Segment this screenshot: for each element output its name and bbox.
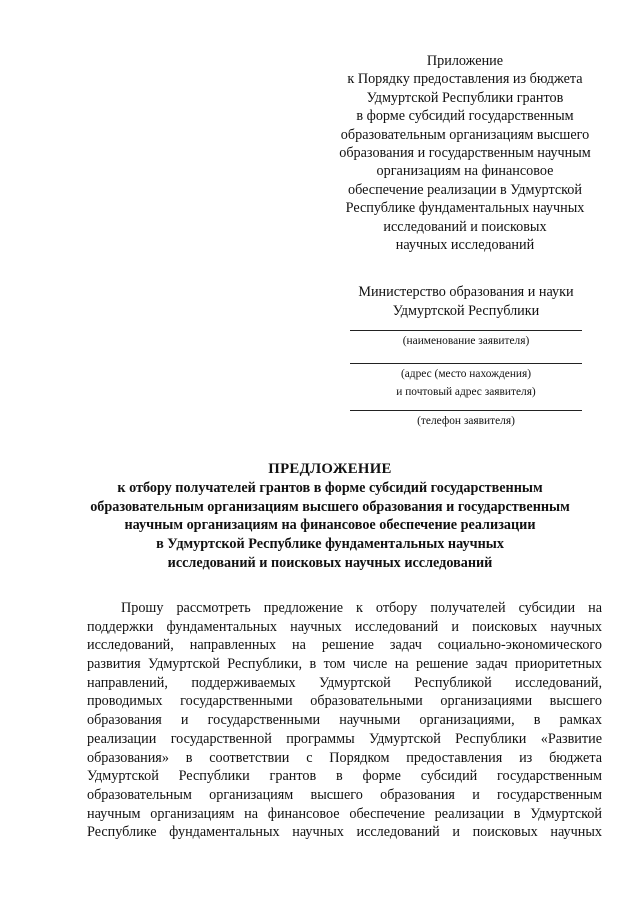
body-line: развития Удмуртской Республики, в том числе на решение задач приоритетных — [87, 656, 602, 673]
appendix-line: Приложение — [426, 53, 504, 69]
appendix-line: научных исследований — [395, 237, 535, 254]
body-line: образовательным организациям высшего образования и государственным — [87, 786, 602, 803]
body-line: образования и государственными научными организациями, в рамках — [87, 712, 602, 729]
body-line: Удмуртской Республики грантов в форме субсидий государственным — [87, 768, 602, 785]
body-line: исследований, направленных на решение задач социально-экономического — [87, 637, 602, 654]
body-line: проводимых государственными образовательными организациями высшего — [87, 693, 602, 710]
appendix-line: образования и государственным научным — [339, 145, 591, 162]
title-line: образовательным организациям высшего образования и государственным — [90, 498, 570, 515]
fill-line — [350, 410, 582, 411]
applicant-name-field — [348, 330, 584, 349]
body-line: поддержки фундаментальных научных исследований и поисковых научных — [87, 618, 602, 635]
body-paragraph — [87, 599, 602, 842]
appendix-line: образовательным организациям высшего — [340, 126, 590, 143]
title-line: к отбору получателей грантов в форме субсидий государственным — [117, 479, 543, 496]
appendix-line: организациям на финансовое — [376, 163, 554, 180]
applicant-address-field — [348, 363, 584, 399]
title-line: в Удмуртской Республике фундаментальных научных — [156, 536, 504, 553]
document-title — [60, 460, 600, 573]
recipient-line: Удмуртской Республики — [392, 302, 540, 319]
appendix-line: Удмуртской Республики грантов — [366, 89, 564, 106]
title-line: исследований и поисковых научных исследований — [167, 554, 493, 571]
address-caption-line-1: (адрес (место нахождения) — [400, 368, 532, 380]
appendix-header — [322, 52, 608, 254]
phone-caption: (телефон заявителя) — [417, 415, 515, 427]
body-line: научным организациям на финансовое обеспечение реализации в Удмуртской — [87, 805, 602, 822]
body-line: реализации государственной программы Удмуртской Республики «Развитие — [87, 730, 602, 747]
body-line: Республике фундаментальных научных исследований и поисковых научных — [87, 824, 602, 841]
fill-line — [350, 363, 582, 364]
recipient-line: Министерство образования и науки — [358, 284, 574, 300]
body-line: Прошу рассмотреть предложение к отбору получателей субсидии на — [121, 600, 602, 616]
applicant-phone-field — [348, 410, 584, 429]
appendix-line: Республике фундаментальных научных — [345, 200, 585, 217]
fill-line — [350, 330, 582, 331]
body-line: направлений, поддерживаемых Удмуртской Республикой исследований, — [87, 674, 602, 691]
appendix-line: исследований и поисковых — [383, 218, 547, 235]
address-caption-line-2: и почтовый адрес заявителя) — [396, 385, 536, 398]
appendix-line: обеспечение реализации в Удмуртской — [348, 181, 582, 198]
title-heading: ПРЕДЛОЖЕНИЕ — [268, 461, 392, 477]
title-line: научным организациям на финансовое обеспечение реализации — [124, 517, 536, 534]
appendix-line: к Порядку предоставления из бюджета — [347, 71, 583, 88]
recipient-block — [340, 283, 592, 320]
applicant-name-caption: (наименование заявителя) — [402, 335, 530, 347]
appendix-line: в форме субсидий государственным — [356, 108, 574, 125]
body-line: образования» в соответствии с Порядком предоставления из бюджета — [87, 749, 602, 766]
